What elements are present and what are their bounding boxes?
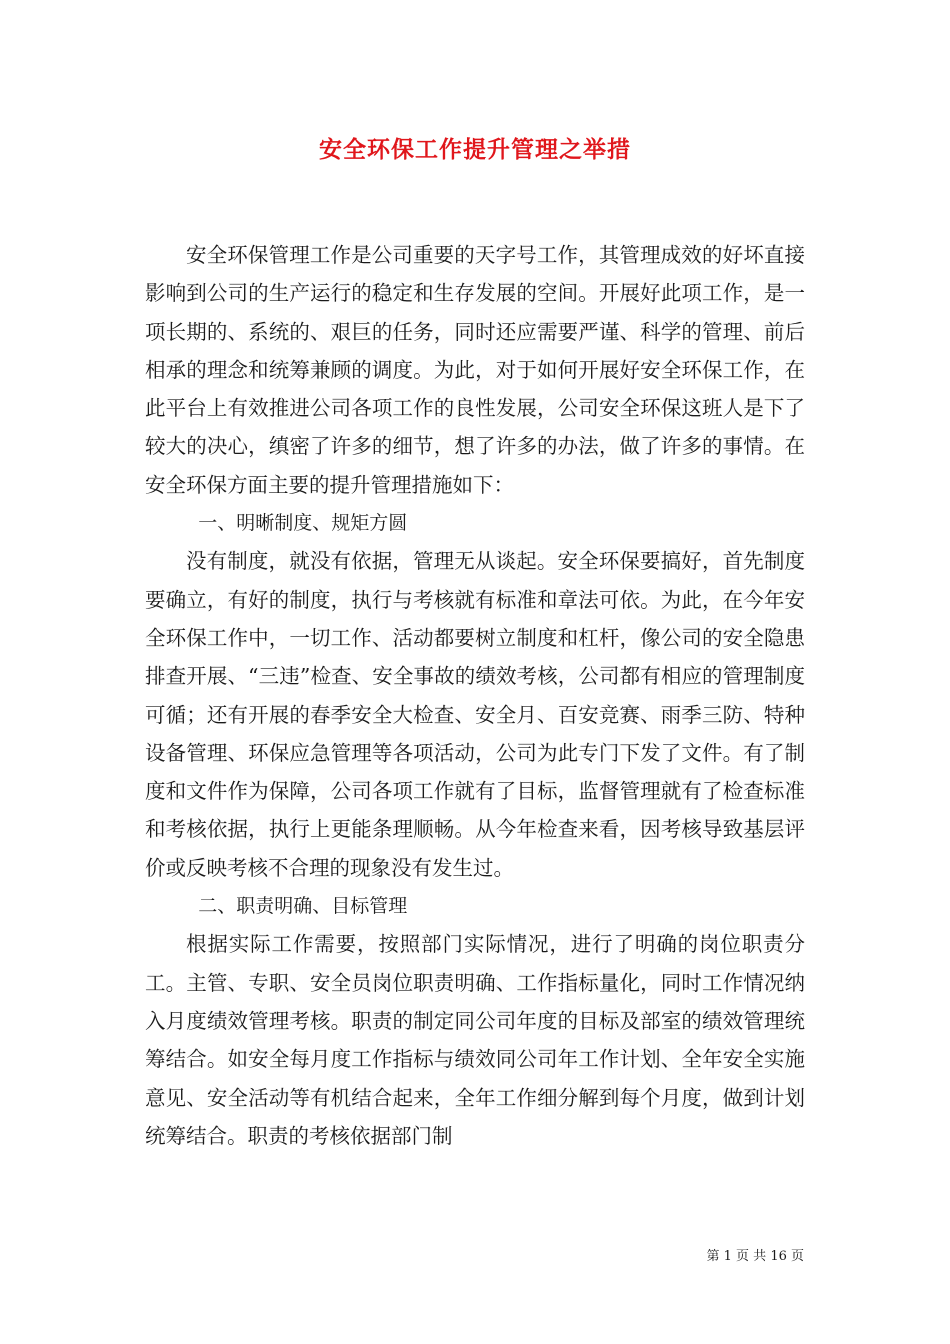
document-body — [145, 236, 805, 1155]
section-2-paragraph: 根据实际工作需要，按照部门实际情况，进行了明确的岗位职责分工。主管、专职、安全员岗位职责明确、工作指标量化，同时工作情况纳入月度绩效管理考核。职责的制定同公司年度的目标及部室的绩效管理统筹结合。如安全每月度工作指标与绩效同公司年工作计划、全年安全实施意见、安全活动等有机结合起来，全年工作细分解到每个月度，做到计划统筹结合。职责的考核依据部门制 — [145, 932, 805, 1148]
page-number: 第 1 页 共 16 页 — [706, 1249, 804, 1264]
section-1-paragraph: 没有制度，就没有依据，管理无从谈起。安全环保要搞好，首先制度要确立，有好的制度，执行与考核就有标准和章法可依。为此，在今年安全环保工作中，一切工作、活动都要树立制度和杠杆，像公司的安全隐患排查开展、“三违”检查、安全事故的绩效考核，公司都有相应的管理制度可循；还有开展的春季安全大检查、安全月、百安竞赛、雨季三防、特种设备管理、环保应急管理等各项活动，公司为此专门下发了文件。有了制度和文件作为保障，公司各项工作就有了目标，监督管理就有了检查标准和考核依据，执行上更能条理顺畅。从今年检查来看，因考核导致基层评价或反映考核不合理的现象没有发生过。 — [145, 549, 805, 880]
document-title: 安全环保工作提升管理之举措 — [319, 136, 631, 163]
section-1-heading: 一、明晰制度、规矩方圆 — [198, 512, 408, 535]
section-2-heading: 二、职责明确、目标管理 — [198, 895, 408, 918]
intro-paragraph: 安全环保管理工作是公司重要的天字号工作，其管理成效的好坏直接影响到公司的生产运行的稳定和生存发展的空间。开展好此项工作，是一项长期的、系统的、艰巨的任务，同时还应需要严谨、科学的管理、前后相承的理念和统筹兼顾的调度。为此，对于如何开展好安全环保工作，在此平台上有效推进公司各项工作的良性发展，公司安全环保这班人是下了较大的决心，缜密了许多的细节，想了许多的办法，做了许多的事情。在安全环保方面主要的提升管理措施如下： — [145, 243, 805, 497]
